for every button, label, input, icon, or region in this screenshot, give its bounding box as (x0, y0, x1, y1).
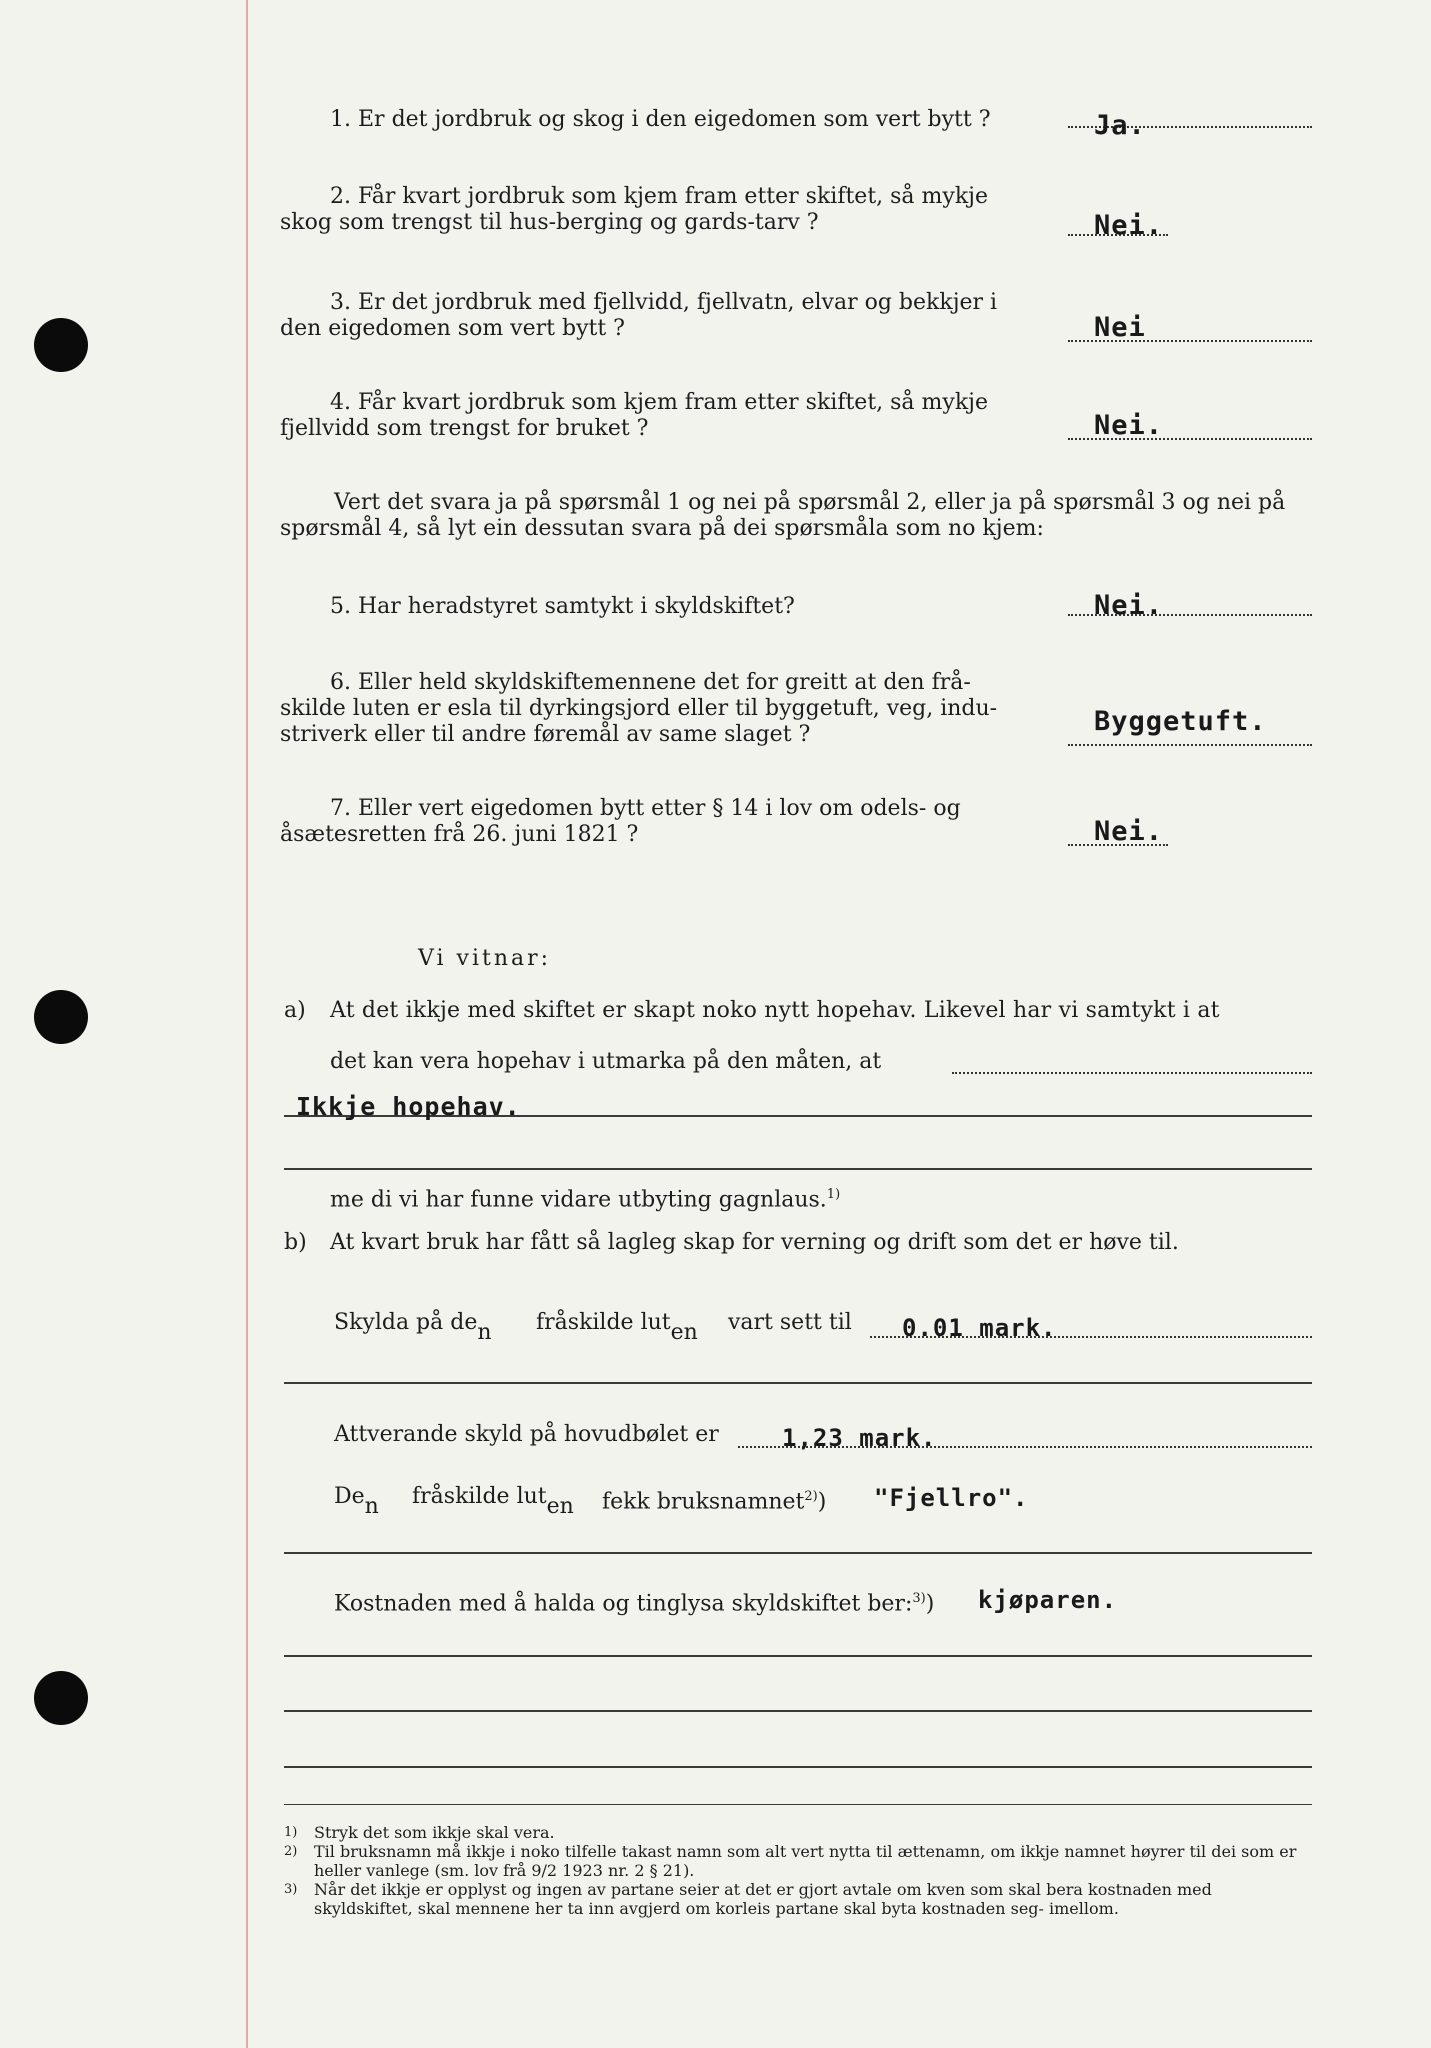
footnote-separator (284, 1804, 1312, 1805)
den-label: Den (334, 1484, 379, 1519)
vitnar-a-answer: Ikkje hopehav. (296, 1092, 521, 1121)
answer-6: Byggetuft. (1094, 706, 1267, 737)
bruksnamn-rule (284, 1552, 1312, 1554)
footnote-2: 2) Til bruksnamn må ikkje i noko tilfelle takast namn som alt vert nytta til ættenamn, om ikkje namnet høyrer til dei som er heller vanlege (sm. lov frå 9/2 1923 nr. 2 § 21). (284, 1842, 1297, 1880)
vitnar-b-line: At kvart bruk har fått så lagleg skap for verning og drift som det er høve til. (330, 1230, 1179, 1255)
answer-4: Nei. (1094, 410, 1164, 441)
question-4-line2: fjellvidd som trengst for bruket ? (280, 416, 649, 441)
vitnar-a-line1: At det ikkje med skiftet er skapt noko nytt hopehav. Likevel har vi samtykt i at (330, 998, 1220, 1023)
kostnad-label: Kostnaden med å halda og tinglysa skyldskiftet ber:$^{3)}$) (334, 1591, 935, 1617)
question-5: 5. Har heradstyret samtykt i skyldskiftet? (330, 594, 795, 619)
attverande-label: Attverande skyld på hovudbølet er (334, 1422, 719, 1447)
skyld-label-a: Skylda på den (334, 1310, 492, 1345)
answer-3: Nei (1094, 312, 1146, 343)
kostnad-value: kjøparen. (978, 1586, 1118, 1614)
kostnad-rule-3 (284, 1766, 1312, 1768)
footnote-1: 1) Stryk det som ikkje skal vera. (284, 1823, 555, 1842)
question-3-line1: 3. Er det jordbruk med fjellvidd, fjellvatn, elvar og bekkjer i (330, 290, 998, 315)
vitnar-a-line3: me di vi har funne vidare utbyting gagnlaus.$^{1)}$ (330, 1187, 841, 1213)
bruksnamn-value: "Fjellro". (874, 1484, 1029, 1512)
question-6-line1: 6. Eller held skyldskiftemennene det for greitt at den frå- (330, 670, 971, 695)
kostnad-rule-1 (284, 1655, 1312, 1657)
condition-line1: Vert det svara ja på spørsmål 1 og nei på spørsmål 2, eller ja på spørsmål 3 og nei på (334, 490, 1286, 515)
vitnar-heading: Vi vitnar: (418, 946, 552, 971)
skyld-label-c: vart sett til (728, 1310, 852, 1335)
question-2-line1: 2. Får kvart jordbruk som kjem fram etter skiftet, så mykje (330, 184, 989, 209)
question-6-line2: skilde luten er esla til dyrkingsjord eller til byggetuft, veg, indu- (280, 696, 998, 721)
footnotes (284, 1823, 1314, 1918)
question-1: 1. Er det jordbruk og skog i den eigedomen som vert bytt ? (330, 107, 991, 132)
footnote-3: 3) Når det ikkje er opplyst og ingen av partane seier at det er gjort avtale om kven som skal bera kostnaden med skyldskiftet, skal mennene her ta inn avgjerd om korleis partane skal byta kostnaden seg- imellom. (284, 1880, 1212, 1918)
punch-hole-top (34, 318, 88, 372)
answer-2: Nei. (1094, 210, 1164, 241)
bruksnamn-label: fekk bruksnamnet$^{2)}$) (602, 1489, 827, 1515)
vitnar-rule-2 (284, 1168, 1312, 1170)
skyld-value: 0.01 mark. (902, 1314, 1057, 1342)
attverande-value: 1,23 mark. (782, 1424, 937, 1452)
red-margin-line (246, 0, 248, 2048)
question-6-line3: striverk eller til andre føremål av same slaget ? (280, 722, 811, 747)
vitnar-b-marker: b) (284, 1230, 307, 1255)
question-7-line2: åsætesretten frå 26. juni 1821 ? (280, 822, 639, 847)
skyld-rule (284, 1382, 1312, 1384)
punch-hole-middle (34, 990, 88, 1044)
vitnar-a-line2-dots (952, 1072, 1312, 1074)
answer-7: Nei. (1094, 816, 1164, 847)
vitnar-a-line2: det kan vera hopehav i utmarka på den måten, at (330, 1049, 882, 1074)
condition-line2: spørsmål 4, så lyt ein dessutan svara på dei spørsmåla som no kjem: (280, 516, 1044, 541)
kostnad-rule-2 (284, 1710, 1312, 1712)
question-3-line2: den eigedomen som vert bytt ? (280, 316, 625, 341)
answer-5: Nei. (1094, 590, 1164, 621)
question-2-line2: skog som trengst til hus-berging og gards-tarv ? (280, 210, 819, 235)
answer-line-6 (1068, 744, 1312, 746)
question-7-line1: 7. Eller vert eigedomen bytt etter § 14 i lov om odels- og (330, 796, 961, 821)
vitnar-a-marker: a) (284, 998, 306, 1023)
answer-1: Ja. (1094, 110, 1146, 141)
punch-hole-bottom (34, 1671, 88, 1725)
fraskilde-label: fråskilde luten (412, 1484, 574, 1519)
question-4-line1: 4. Får kvart jordbruk som kjem fram etter skiftet, så mykje (330, 390, 989, 415)
skyld-label-b: fråskilde luten (536, 1310, 698, 1345)
